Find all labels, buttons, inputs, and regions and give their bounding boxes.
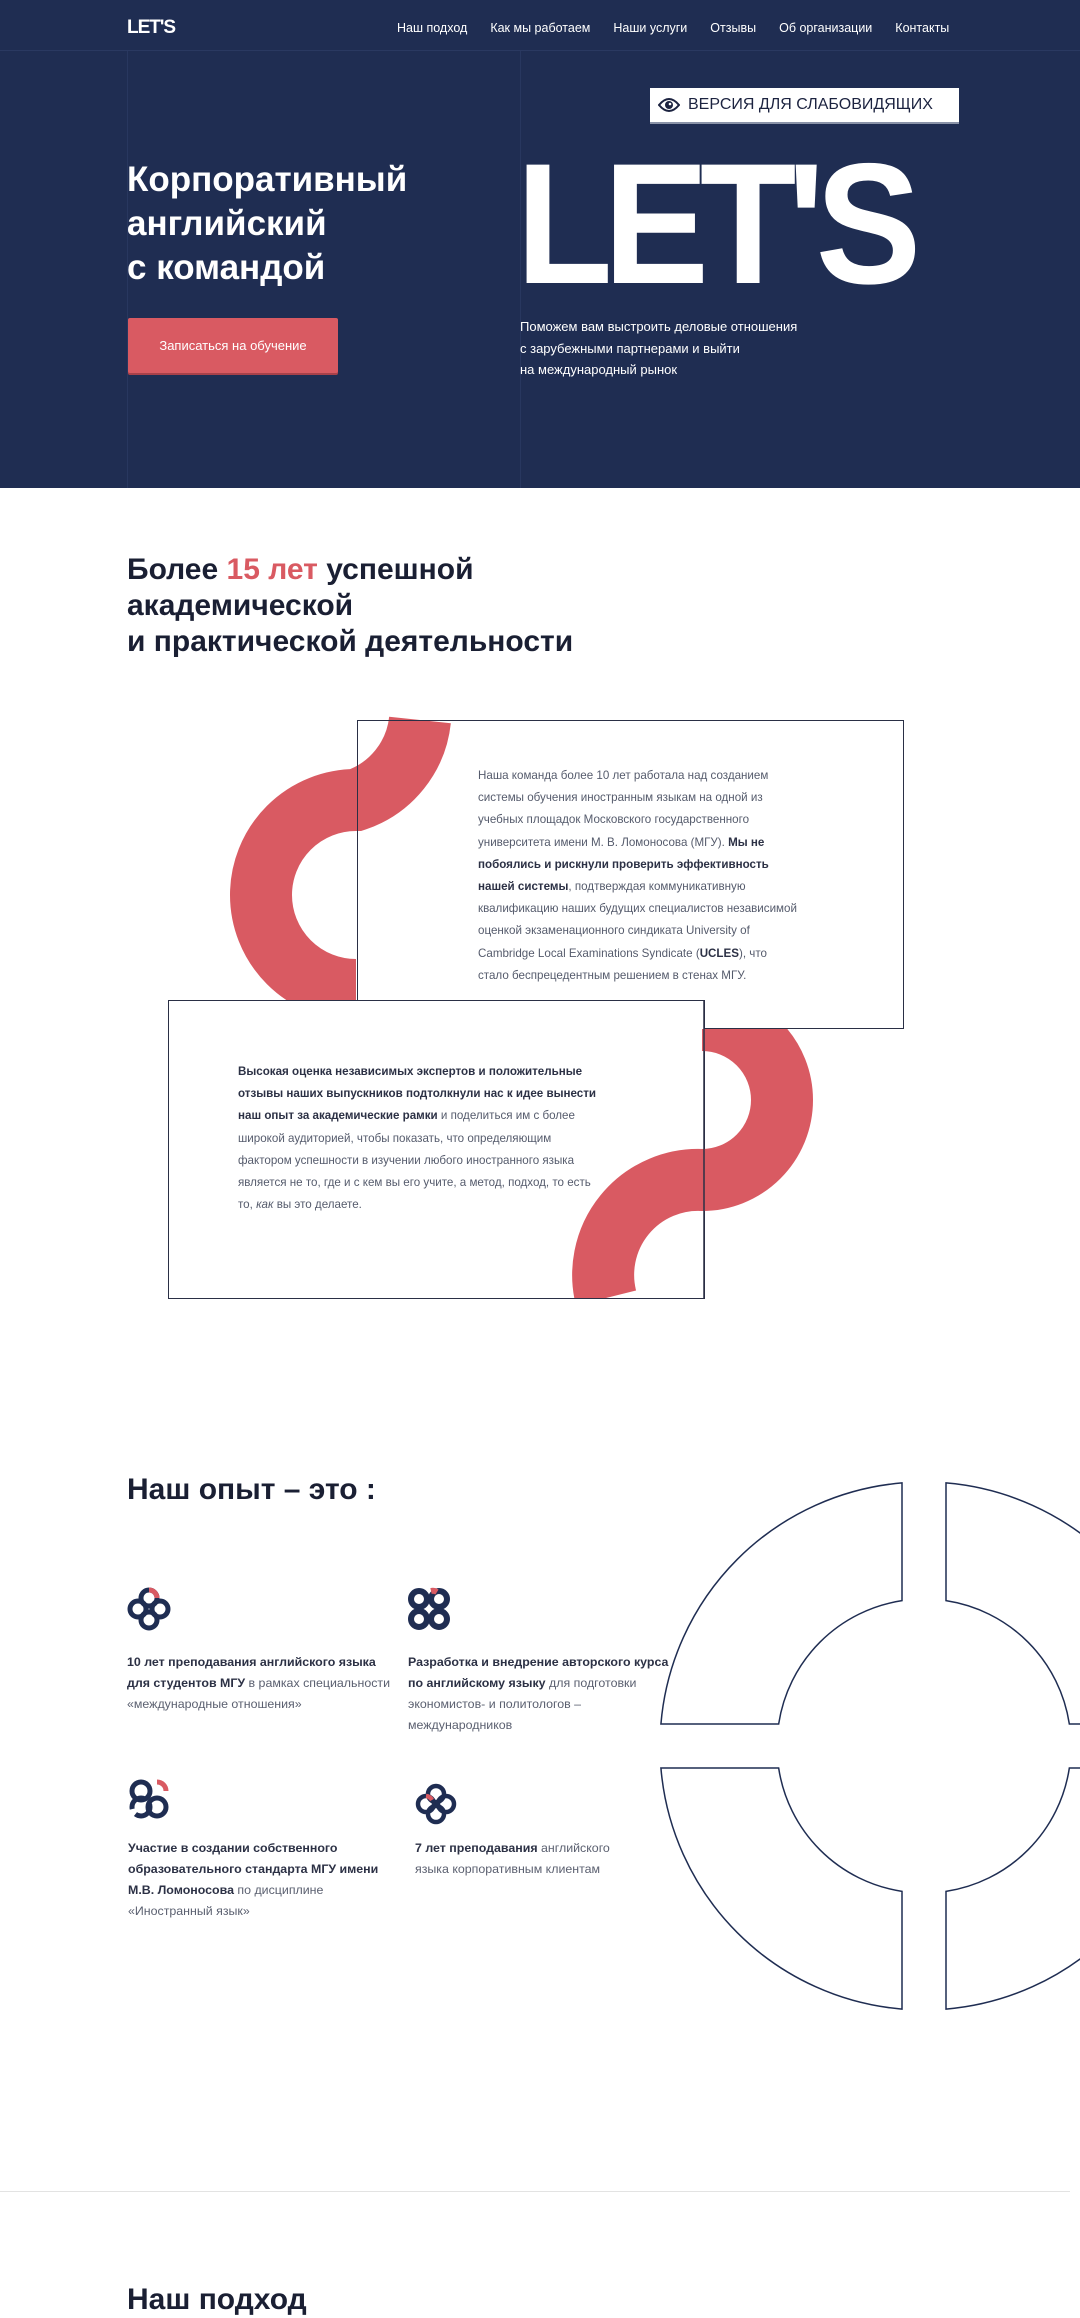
interlocked-rings-icon: [127, 1777, 171, 1821]
logo[interactable]: LET'S: [127, 17, 176, 38]
hero-title-line: Корпоративный: [127, 160, 408, 199]
cross-ring-decoration: [0, 1400, 1080, 2100]
nav-item-approach[interactable]: Наш подход: [397, 21, 468, 35]
ring-quadrant: [946, 1483, 1080, 1724]
hero-title-line: с командой: [127, 248, 326, 287]
hero-subtitle-line: на международный рынок: [520, 362, 678, 377]
clover-cross-icon: [407, 1587, 451, 1631]
experience-item: 7 лет преподавания английского языка корпоративным клиентам: [415, 1841, 610, 1876]
hero-title-line: английский: [127, 204, 327, 243]
approach-title: Наш подход: [127, 2283, 307, 2316]
hero-title: [127, 158, 407, 290]
big-logo: LET'S: [516, 128, 913, 320]
title-accent: 15 лет: [226, 553, 318, 586]
nav-item-reviews[interactable]: Отзывы: [710, 21, 757, 35]
about-title: Более 15 лет успешной академической и практической деятельности: [127, 553, 574, 658]
experience-item: Участие в создании собственного образовательного стандарта МГУ имени М.В. Ломоносова по дисциплине «Иностранный язык»: [128, 1841, 379, 1918]
accessibility-label: ВЕРСИЯ ДЛЯ СЛАБОВИДЯЩИХ: [688, 96, 933, 113]
nav-item-services[interactable]: Наши услуги: [613, 21, 688, 35]
ring-quadrant: [661, 1768, 902, 2009]
ring-quadrant: [946, 1768, 1080, 2009]
experience-item: 10 лет преподавания английского языка для студентов МГУ в рамках специальности «международные отношения»: [127, 1655, 391, 1711]
eye-icon: [658, 97, 680, 113]
nav-item-contacts[interactable]: Контакты: [895, 21, 950, 35]
hero-subtitle: [520, 316, 860, 381]
about-card-2-text: Высокая оценка независимых экспертов и положительные отзывы наших выпускников подтолкнули нас к идее вынести наш опыт за академические рамки и поделиться им с более широкой аудиторией, чтобы показать, что определяющим фактором успешности в изучении любого иностранного языка является не то, где и с кем вы его учите, а метод, подход, то есть то, как вы это делаете.: [238, 1065, 597, 1212]
ring-quadrant: [661, 1483, 902, 1724]
main-nav: [397, 21, 949, 35]
four-rings-icon: [414, 1782, 458, 1826]
experience-title: Наш опыт – это :: [127, 1473, 376, 1506]
experience-item: Разработка и внедрение авторского курса по английскому языку для подготовки экономистов- и политологов –международников: [408, 1655, 669, 1732]
nav-divider: [0, 50, 1080, 51]
nav-item-about[interactable]: Об организации: [779, 21, 873, 35]
about-card-1-text: Наша команда более 10 лет работала над созданием системы обучения иностранным языкам на одной из учебных площадок Московского государственного университета имени М. В. Ломоносова (МГУ). Мы не побоялись и рискнули проверить эффективность нашей системы, подтверждая коммуникативную квалификацию наших будущих специалистов независимой оценкой экзаменационного синдиката University of Cambridge Local Examinations Syndicate (UCLES), что стало беспрецедентным решением в стенах МГУ.: [478, 769, 797, 982]
clover-star-icon: [127, 1587, 171, 1631]
section-divider: [0, 2191, 1070, 2192]
hero-subtitle-line: Поможем вам выстроить деловые отношения: [520, 319, 798, 334]
nav-item-how-we-work[interactable]: Как мы работаем: [490, 21, 591, 35]
hero-subtitle-line: с зарубежными партнерами и выйти: [520, 340, 740, 356]
hero-section: [0, 0, 1080, 488]
signup-button[interactable]: Записаться на обучение: [128, 318, 338, 373]
accessibility-button[interactable]: [650, 88, 959, 122]
